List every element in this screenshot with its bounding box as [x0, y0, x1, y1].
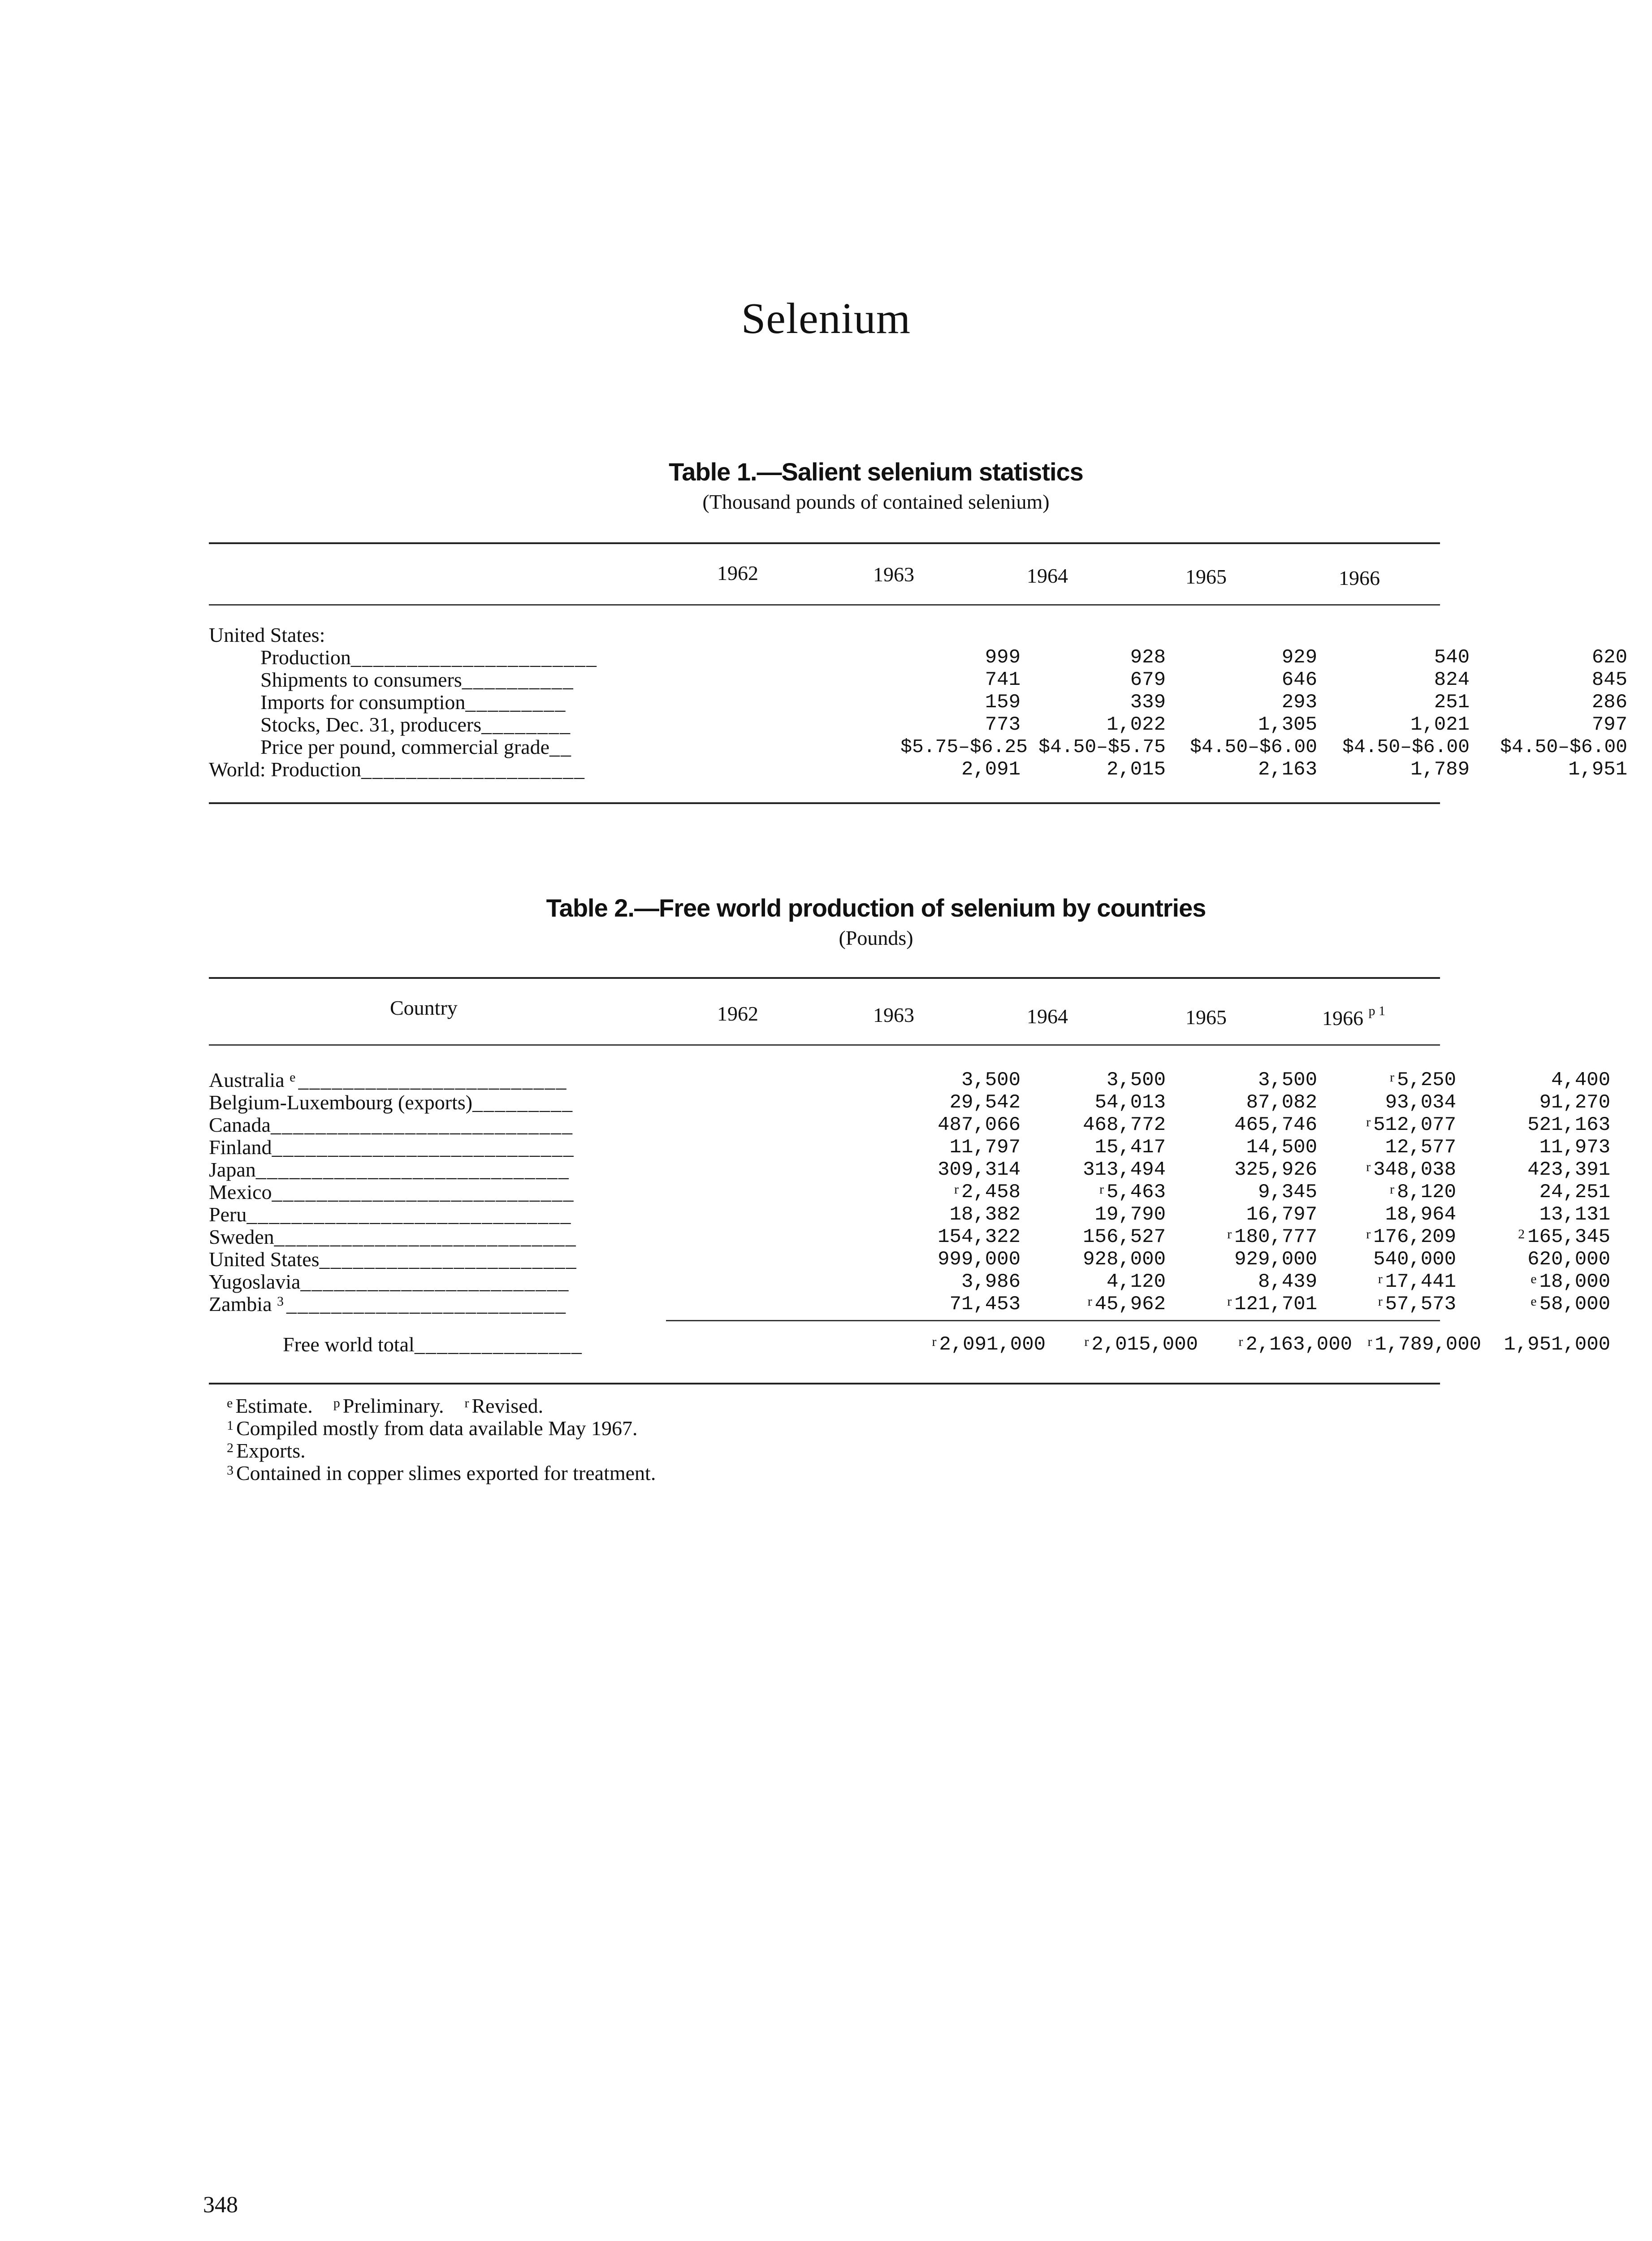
table2-caption-block: [209, 893, 1440, 950]
table1-year-header: 1963: [873, 563, 914, 586]
table1-header-rule: [209, 604, 1440, 606]
table2-bottom-rule: [209, 1383, 1440, 1384]
footnote: $^2$ Exports.: [227, 1439, 306, 1462]
footnote: $^3$ Contained in copper slimes exported for treatment.: [227, 1462, 656, 1484]
table1-bottom-rule: [209, 802, 1440, 804]
footnote-legend: $^e$ Estimate. $^p$ Preliminary. $^r$ Revised.: [227, 1394, 544, 1417]
table-row: United States_______________________ 999,000 928,000 929,000 540,000 620,000: [209, 1248, 1610, 1271]
table-row: Mexico___________________________ $^r$ 2,458 $^r$ 5,463 9,345 $^r$ 8,120 24,251: [209, 1181, 1610, 1203]
table-row: Peru_____________________________ 18,382 19,790 16,797 18,964 13,131: [209, 1203, 1610, 1226]
table-row: Shipments to consumers__________ 741 679 646 824 845: [260, 668, 1627, 691]
table1-year-header: 1964: [1027, 564, 1068, 587]
table2-year-header: 1964: [1027, 1005, 1068, 1028]
table2-country-header: Country: [390, 996, 458, 1019]
table2-year-header-1966: 1966 $^{p 1}$: [1322, 1004, 1385, 1030]
table-row: Finland___________________________ 11,797 15,417 14,500 12,577 11,973: [209, 1136, 1610, 1159]
table2-caption: Table 2.—Free world production of selenium by countries: [546, 894, 1206, 922]
table1-caption: Table 1.—Salient selenium statistics: [669, 458, 1083, 486]
table1-subcaption: (Thousand pounds of contained selenium): [702, 490, 1050, 513]
table-row: Imports for consumption_________ 159 339 293 251 286: [260, 691, 1627, 714]
table1-year-header: 1962: [717, 562, 758, 584]
table-row: Japan____________________________ 309,314 313,494 325,926 $^r$ 348,038 423,391: [209, 1158, 1610, 1181]
table2-header-rule: [209, 1044, 1440, 1046]
page-title: Selenium: [741, 294, 911, 343]
table2-year-header: 1963: [873, 1004, 914, 1026]
table-row: Canada___________________________ 487,066 468,772 465,746 $^r$ 512,077 521,163: [209, 1113, 1610, 1136]
table-row: World: Production____________________ 2,091 2,015 2,163 1,789 1,951: [209, 758, 1627, 781]
table-row: Price per pound, commercial grade__ $5.75–$6.25 $4.50–$5.75 $4.50–$6.00 $4.50–$6.00 $4.50–$6.00: [260, 735, 1627, 758]
table-row: Belgium-Luxembourg (exports)_________ 29,542 54,013 87,082 93,034 91,270: [209, 1091, 1610, 1114]
table-row: Sweden___________________________ 154,322 156,527 $^r$ 180,777 $^r$ 176,209 $^2$ 165,345: [209, 1225, 1610, 1248]
table-row: Stocks, Dec. 31, producers________ 773 1,022 1,305 1,021 797: [260, 713, 1627, 736]
table2-year-header: 1965: [1185, 1006, 1227, 1029]
table1-top-rule: [209, 542, 1440, 544]
page-number: 348: [203, 2192, 238, 2218]
total-sum-rule: [666, 1320, 1440, 1321]
table-row: Australia $^e$ ________________________ 3,500 3,500 3,500 $^r$ 5,250 4,400: [209, 1069, 1610, 1091]
table1-caption-block: [209, 457, 1440, 514]
table-row-total: Free world total_______________ $^r$ 2,091,000 $^r$ 2,015,000 $^r$ 2,163,000 $^r$ 1,789,000 1,951,000: [283, 1333, 1610, 1356]
table-row: Zambia $^3$ _________________________ 71,453 $^r$ 45,962 $^r$ 121,701 $^r$ 57,573 $^e$ 58,000: [209, 1293, 1610, 1315]
footnotes: [227, 1395, 656, 1484]
table1-year-header: 1966: [1339, 567, 1380, 589]
table-row: Yugoslavia________________________ 3,986 4,120 8,439 $^r$ 17,441 $^e$ 18,000: [209, 1270, 1610, 1293]
table1-year-header: 1965: [1185, 565, 1227, 588]
table2-year-header: 1962: [717, 1002, 758, 1025]
footnote: $^1$ Compiled mostly from data available May 1967.: [227, 1417, 638, 1440]
table2-top-rule: [209, 977, 1440, 979]
table2-subcaption: (Pounds): [839, 926, 913, 949]
table1-section-label: United States:: [209, 623, 325, 646]
table-row: Production______________________ 999 928 929 540 620: [260, 646, 1627, 669]
